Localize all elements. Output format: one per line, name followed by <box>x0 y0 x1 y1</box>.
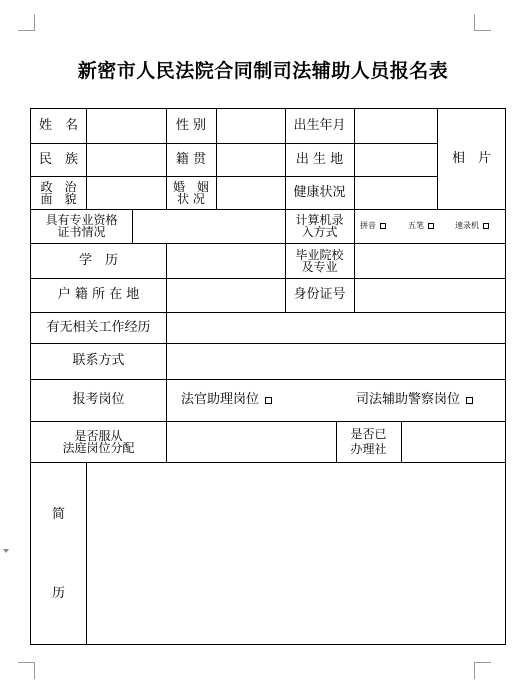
typing-method-label <box>285 209 354 243</box>
court-assignment-field[interactable] <box>167 421 336 462</box>
gender-field[interactable] <box>217 109 285 143</box>
political-status-label-line2: 面 貌 <box>40 191 77 206</box>
typing-option-stenotype[interactable] <box>455 219 489 233</box>
education-field[interactable] <box>167 243 285 278</box>
crop-mark-bottom-right <box>474 662 491 679</box>
crop-mark-bottom-left <box>18 662 35 679</box>
gender-label: 性 别 <box>175 118 207 133</box>
typing-option-pinyin[interactable] <box>360 219 386 233</box>
position-option-judge-assistant-label: 法官助理岗位 <box>181 392 260 407</box>
registration-form-table <box>30 108 506 645</box>
position-option-judicial-police[interactable] <box>356 393 473 407</box>
checkbox-icon[interactable] <box>483 223 489 229</box>
court-assignment-label <box>31 421 166 462</box>
position-label: 报考岗位 <box>72 392 125 407</box>
court-assignment-label-line1: 是否服从 <box>74 428 123 443</box>
photo-area[interactable]: 相 片 <box>451 151 491 166</box>
qualification-label-line2: 证书情况 <box>57 225 106 239</box>
qualification-field[interactable] <box>133 209 285 243</box>
qualification-label <box>31 209 132 243</box>
social-security-label-line1: 是否已 <box>350 426 387 441</box>
birth-date-label: 出生年月 <box>293 118 346 133</box>
ethnicity-label: 民 族 <box>38 151 78 167</box>
social-security-field[interactable] <box>402 421 505 462</box>
qualification-label-line1: 具有专业资格 <box>45 213 118 227</box>
birth-date-field[interactable] <box>355 109 437 143</box>
id-number-label: 身份证号 <box>293 287 346 302</box>
crop-mark-top-left <box>18 14 35 31</box>
typing-option-wubi-label: 五笔 <box>408 221 424 230</box>
political-status-field[interactable] <box>87 176 166 209</box>
school-major-label-line1: 毕业院校 <box>295 247 344 262</box>
contact-label: 联系方式 <box>72 353 125 368</box>
health-field[interactable] <box>355 176 437 209</box>
crop-mark-top-right <box>474 14 491 31</box>
work-experience-label: 有无相关工作经历 <box>46 319 151 335</box>
native-place-label: 籍 贯 <box>175 151 207 167</box>
resume-field[interactable] <box>87 463 505 644</box>
resume-label-char2: 历 <box>51 586 65 601</box>
checkbox-icon[interactable] <box>380 223 386 229</box>
marital-status-label-line1: 婚 姻 <box>172 179 209 194</box>
court-assignment-label-line2: 法庭岗位分配 <box>62 440 135 455</box>
school-major-label-line2: 及专业 <box>301 259 338 274</box>
typing-option-stenotype-label: 速录机 <box>455 221 479 230</box>
checkbox-icon[interactable] <box>265 397 272 404</box>
id-number-field[interactable] <box>355 278 505 312</box>
marital-status-label-line2: 状 况 <box>177 191 205 206</box>
social-security-label <box>336 421 401 462</box>
household-field[interactable] <box>167 278 285 312</box>
position-option-judicial-police-label: 司法辅助警察岗位 <box>356 392 461 407</box>
school-major-field[interactable] <box>355 243 505 278</box>
resume-label-char1: 简 <box>51 507 65 522</box>
typing-method-label-line2: 入方式 <box>301 225 338 239</box>
health-label: 健康状况 <box>293 184 346 200</box>
margin-marker-icon <box>3 549 9 553</box>
household-label: 户 籍 所 在 地 <box>57 287 140 302</box>
political-status-label <box>31 176 86 209</box>
school-major-label <box>285 243 354 278</box>
name-field[interactable] <box>87 109 166 143</box>
birthplace-label: 出 生 地 <box>295 151 344 167</box>
contact-field[interactable] <box>167 343 505 379</box>
education-label: 学 历 <box>78 252 118 268</box>
political-status-label-line1: 政 治 <box>40 179 77 194</box>
ethnicity-field[interactable] <box>87 143 166 176</box>
name-label: 姓 名 <box>38 118 78 133</box>
checkbox-icon[interactable] <box>466 397 473 404</box>
native-place-field[interactable] <box>217 143 285 176</box>
form-title: 新密市人民法院合同制司法辅助人员报名表 <box>77 60 449 82</box>
marital-status-field[interactable] <box>217 176 285 209</box>
typing-option-pinyin-label: 拼音 <box>360 221 376 230</box>
position-option-judge-assistant[interactable] <box>181 393 272 407</box>
typing-method-label-line1: 计算机录 <box>295 213 344 227</box>
social-security-label-line2: 办理社 <box>350 441 387 456</box>
typing-option-wubi[interactable] <box>408 219 434 233</box>
work-experience-field[interactable] <box>167 312 505 343</box>
checkbox-icon[interactable] <box>428 223 434 229</box>
marital-status-label <box>166 176 216 209</box>
birthplace-field[interactable] <box>355 143 437 176</box>
